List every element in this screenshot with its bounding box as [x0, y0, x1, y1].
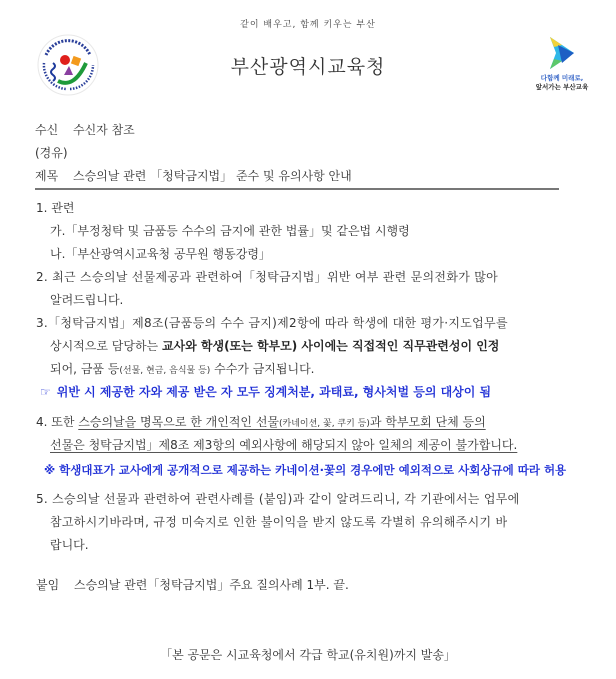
item1-sub-a: 가.「부정청탁 및 금품등 수수의 금지에 관한 법률」및 같은법 시행령: [50, 224, 410, 238]
logo-slogan-line1: 다함께 미래로,: [540, 74, 584, 82]
item2-line1: 2. 최근 스승의날 선물제공과 관련하여「청탁금지법」위반 여부 관련 문의전화가 많아: [36, 270, 499, 284]
logo-slogan-line2: 앞서가는 부산교육: [535, 83, 589, 91]
recipient-value: 수신자 참조: [73, 123, 135, 137]
item1-sub-b: 나.「부산광역시교육청 공무원 행동강령」: [50, 247, 271, 261]
item3-line3-small: (선물, 현금, 음식물 등): [119, 366, 211, 376]
subject-value: 스승의날 관련 「청탁금지법」 준수 및 유의사항 안내: [73, 169, 352, 183]
distribution-note: 「본 공문은 시교육청에서 각급 학교(유치원)까지 발송」: [160, 648, 456, 662]
item4-prefix: 4. 또한: [36, 415, 79, 429]
item4-underline-2: 과 학부모회 단체 등의: [369, 415, 486, 429]
recipient-label: 수신: [35, 123, 59, 137]
item3-line3-b: 수수가 금지됩니다.: [210, 362, 315, 376]
item1-title: 1. 관련: [36, 201, 75, 215]
subject-row: [35, 167, 352, 184]
notice-exception: ※ 학생대표가 교사에게 공개적으로 제공하는 카네이션·꽃의 경우에만 예외적으로 사회상규에 따라 허용: [44, 463, 567, 477]
recipient-row: [35, 121, 135, 138]
via-row: (경유): [35, 146, 68, 160]
item5-line2: 참고하시기바라며, 규정 미숙지로 인한 불이익을 받지 않도록 각별히 유의해주시기 바: [50, 515, 508, 529]
item3-line2-plain: 상시적으로 담당하는: [50, 339, 162, 353]
subject-divider: [35, 188, 559, 190]
item5-line1: 5. 스승의날 선물과 관련하여 관련사례를 (붙임)과 같이 알려드리니, 각 기관에서는 업무에: [36, 492, 520, 506]
item3-line3-a: 되어, 금품 등: [50, 362, 120, 376]
attachment-row: [36, 576, 349, 593]
subject-label: 제목: [35, 169, 59, 183]
item3-line1: 3.「청탁금지법」제8조(금품등의 수수 금지)제2항에 따라 학생에 대한 평가·지도업무를: [36, 316, 508, 330]
item5-line3: 랍니다.: [50, 538, 89, 552]
item3-line2: [50, 337, 499, 354]
item3-line3: [50, 360, 314, 377]
slogan: 같이 배우고, 함께 키우는 부산: [240, 20, 376, 30]
item2-line2: 알려드립니다.: [50, 293, 124, 307]
item3-line2-bold: 교사와 학생(또는 학부모) 사이에는 직접적인 직무관련성이 인정: [161, 339, 500, 353]
item4-line1: [36, 413, 486, 430]
attachment-label: 붙임: [36, 578, 60, 592]
attachment-text: 스승의날 관련「청탁금지법」주요 질의사례 1부. 끝.: [74, 578, 349, 592]
item4-underline-1: 스승의날을 명목으로 한 개인적인 선물: [78, 415, 279, 429]
item4-line2: 선물은 청탁금지법」제8조 제3항의 예외사항에 해당되지 않아 일체의 제공이 불가합니다.: [50, 438, 518, 452]
notice-penalty: [40, 383, 491, 400]
pointing-hand-icon: ☞: [40, 385, 51, 399]
busan-education-arrow-logo-icon: [532, 33, 592, 99]
org-title: 부산광역시교육청: [230, 56, 386, 78]
notice-penalty-text: 위반 시 제공한 자와 제공 받은 자 모두 징계처분, 과태료, 형사처벌 등의 대상이 됨: [56, 385, 492, 399]
item4-underline-small: (카네이션, 꽃, 쿠키 등): [279, 419, 370, 429]
